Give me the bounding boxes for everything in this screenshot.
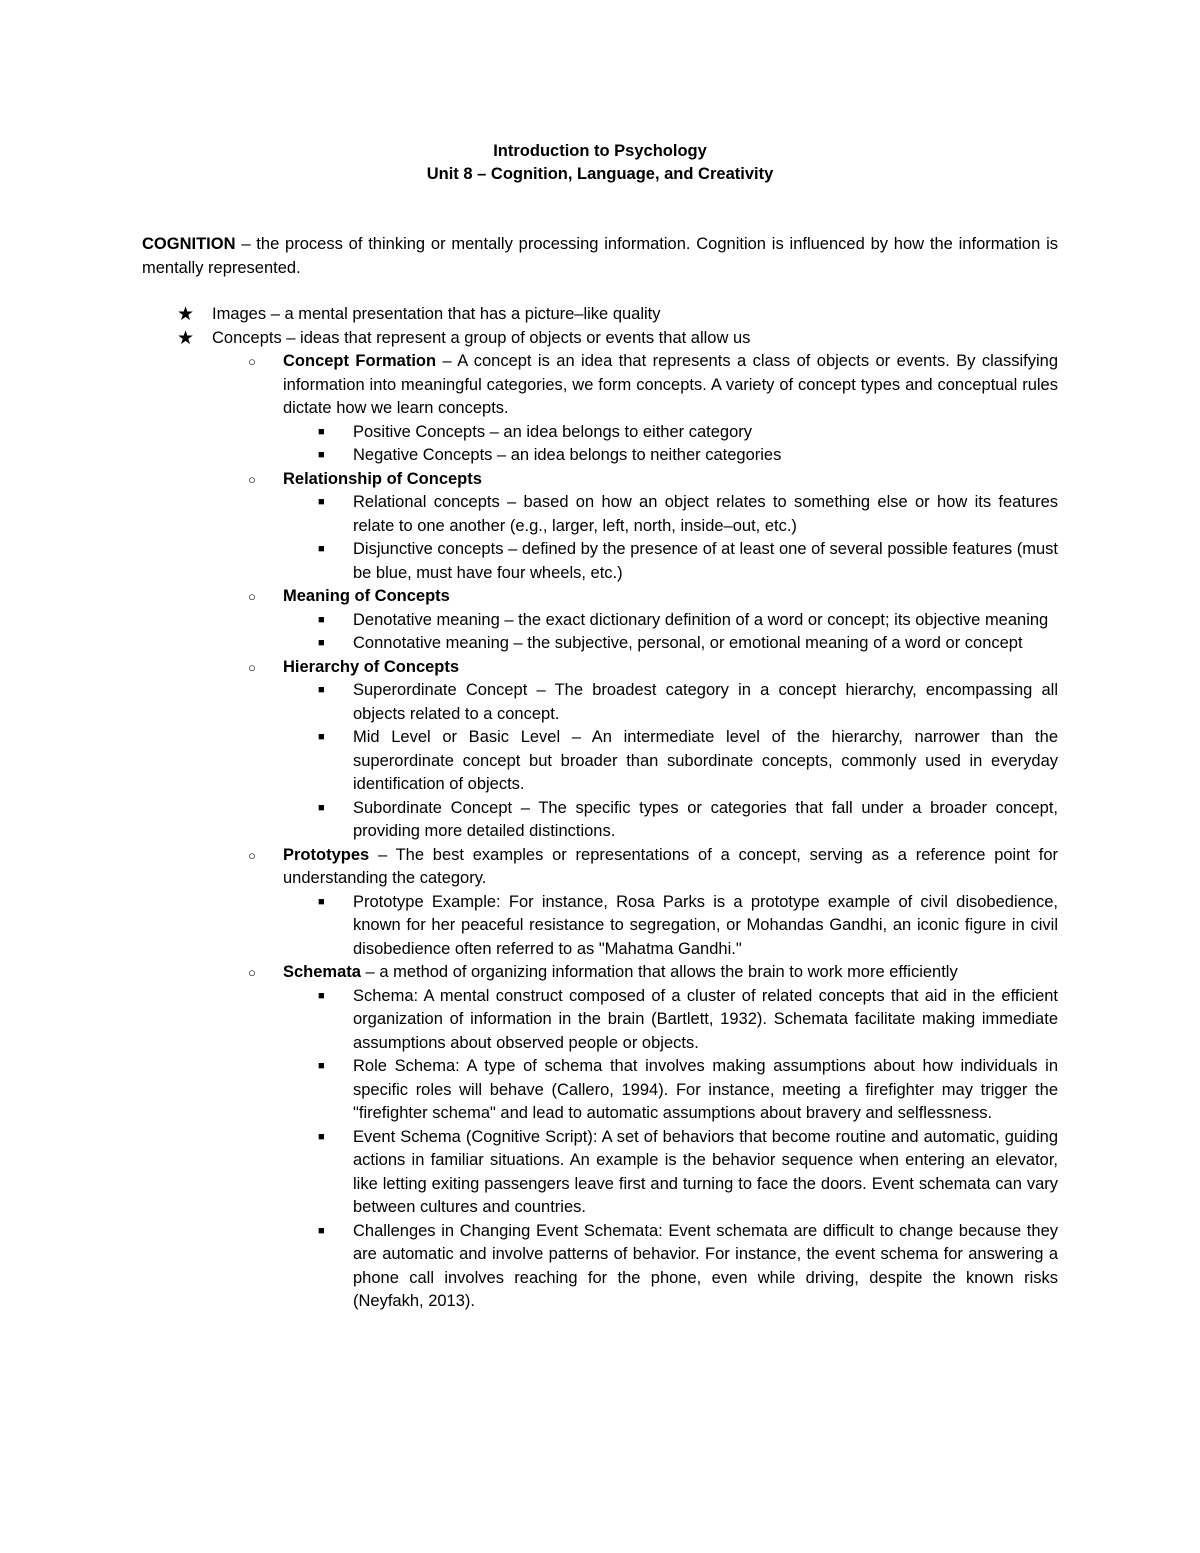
hierarchy-heading: Hierarchy of Concepts: [283, 657, 460, 676]
list-item: [318, 491, 1058, 538]
list-item: [318, 726, 1058, 797]
schemata-heading: Schemata: [283, 963, 361, 981]
circle-bullet-icon: ○: [248, 589, 256, 604]
item-text: Denotative meaning – the exact dictionary definition of a word or concept; its objective meaning: [353, 610, 1049, 629]
prototypes-list: [283, 891, 1058, 962]
list-item: [318, 609, 1058, 633]
cognition-definition: [142, 233, 1058, 280]
square-bullet-icon: ■: [318, 801, 325, 814]
square-bullet-icon: ■: [318, 989, 325, 1002]
concepts-sublist: [212, 350, 1058, 1314]
list-item: [318, 891, 1058, 962]
item-text: Positive Concepts – an idea belongs to either category: [353, 422, 752, 441]
circle-bullet-icon: ○: [248, 659, 256, 675]
meaning-heading: Meaning of Concepts: [283, 587, 450, 605]
item-text: Mid Level or Basic Level – An intermediate level of the hierarchy, narrower than the superordinate concept but broader than subordinate concepts, commonly used in everyday identification of objects.: [353, 728, 1058, 793]
concept-formation-heading: Concept Formation: [283, 352, 437, 370]
item-text: Connotative meaning – the subjective, personal, or emotional meaning of a word or concept: [353, 634, 1023, 652]
cognition-text: – the process of thinking or mentally processing information. Cognition is influenced by how the information is mentally represented.: [142, 235, 1058, 277]
list-item: [318, 985, 1058, 1056]
meaning-item: [248, 585, 1058, 656]
relationship-list: [283, 491, 1058, 585]
star-bullet-icon: ★: [177, 304, 195, 325]
square-bullet-icon: ■: [318, 1224, 325, 1237]
item-text: Relational concepts – based on how an object relates to something else or how its features relate to one another (e.g., larger, left, north, inside–out, etc.): [353, 493, 1058, 535]
item-text: Negative Concepts – an idea belongs to neither categories: [353, 446, 782, 464]
prototypes-item: [248, 844, 1058, 962]
list-item: [318, 1055, 1058, 1126]
circle-bullet-icon: ○: [248, 965, 256, 980]
square-bullet-icon: ■: [318, 895, 325, 908]
list-item: [318, 444, 1058, 468]
item-text: Prototype Example: For instance, Rosa Parks is a prototype example of civil disobedience, known for her peaceful resistance to segregation, or Mohandas Gandhi, an iconic figure in civil disobedience often referred to as "Mahatma Gandhi.": [353, 892, 1058, 958]
item-text: Challenges in Changing Event Schemata: Event schemata are difficult to change because they are automatic and involve patterns of behavior. For instance, the event schema for answering a phone call involves reaching for the phone, even while driving, despite the known risks (Neyfakh, 2013).: [353, 1221, 1058, 1310]
item-text: Disjunctive concepts – defined by the presence of at least one of several possible features (must be blue, must have four wheels, etc.): [353, 540, 1058, 582]
square-bullet-icon: ■: [318, 425, 325, 438]
square-bullet-icon: ■: [318, 1060, 325, 1072]
item-text: Role Schema: A type of schema that involves making assumptions about how individuals in specific roles will behave (Callero, 1994). For instance, meeting a firefighter may trigger the "firefighter schema" and lead to automatic assumptions about bravery and selflessness.: [353, 1057, 1058, 1122]
list-item-images: [142, 303, 1058, 327]
circle-bullet-icon: ○: [248, 471, 256, 487]
concepts-text: Concepts – ideas that represent a group of objects or events that allow us: [212, 328, 751, 347]
list-item-concepts: [142, 327, 1058, 1314]
star-bullet-icon: ★: [177, 327, 195, 349]
concept-formation-text: – A concept is an idea that represents a class of objects or events. By classifying information into meaningful categories, we form concepts. A variety of concept types and conceptual rules dictate how we learn concepts.: [283, 352, 1058, 417]
square-bullet-icon: ■: [318, 543, 325, 555]
schemata-item: [248, 961, 1058, 1314]
document-page: [142, 140, 1058, 1314]
list-item: [318, 421, 1058, 445]
item-text: Subordinate Concept – The specific types or categories that fall under a broader concept, providing more detailed distinctions.: [353, 798, 1058, 840]
list-item: [318, 538, 1058, 585]
square-bullet-icon: ■: [318, 731, 325, 743]
square-bullet-icon: ■: [318, 684, 325, 696]
relationship-item: [248, 468, 1058, 586]
item-text: Superordinate Concept – The broadest category in a concept hierarchy, encompassing all objects related to a concept.: [353, 681, 1058, 723]
list-item: [318, 797, 1058, 844]
document-subtitle: Unit 8 – Cognition, Language, and Creativity: [426, 165, 774, 183]
images-text: Images – a mental presentation that has a picture–like quality: [212, 305, 661, 323]
meaning-list: [283, 609, 1058, 656]
list-item: [318, 1126, 1058, 1220]
list-item: [318, 632, 1058, 656]
square-bullet-icon: ■: [318, 1130, 325, 1143]
square-bullet-icon: ■: [318, 449, 325, 461]
concept-formation-item: [248, 350, 1058, 468]
square-bullet-icon: ■: [318, 637, 325, 649]
list-item: [318, 1220, 1058, 1314]
cognition-term: COGNITION: [142, 235, 236, 253]
main-list: [142, 303, 1058, 1314]
prototypes-heading: Prototypes: [283, 845, 370, 864]
item-text: Schema: A mental construct composed of a cluster of related concepts that aid in the efficient organization of information in the brain (Bartlett, 1932). Schemata facilitate making immediate assumptions about observed people or objects.: [353, 986, 1058, 1052]
square-bullet-icon: ■: [318, 613, 325, 626]
schemata-text: – a method of organizing information that allows the brain to work more efficiently: [360, 963, 958, 981]
item-text: Event Schema (Cognitive Script): A set of behaviors that become routine and automatic, guiding actions in familiar situations. An example is the behavior sequence when entering an elevator, like letting exiting passengers leave first and turning to face the doors. Event schemata can vary between cultures and countries.: [353, 1127, 1058, 1216]
hierarchy-list: [283, 679, 1058, 844]
square-bullet-icon: ■: [318, 496, 325, 508]
relationship-heading: Relationship of Concepts: [283, 469, 482, 488]
schemata-list: [283, 985, 1058, 1314]
list-item: [318, 679, 1058, 726]
prototypes-text: – The best examples or representations of a concept, serving as a reference point for understanding the category.: [283, 845, 1058, 887]
concept-formation-list: [283, 421, 1058, 468]
title-block: [142, 140, 1058, 186]
circle-bullet-icon: ○: [248, 354, 256, 369]
document-title: Introduction to Psychology: [493, 142, 707, 160]
hierarchy-item: [248, 656, 1058, 844]
circle-bullet-icon: ○: [248, 847, 256, 863]
